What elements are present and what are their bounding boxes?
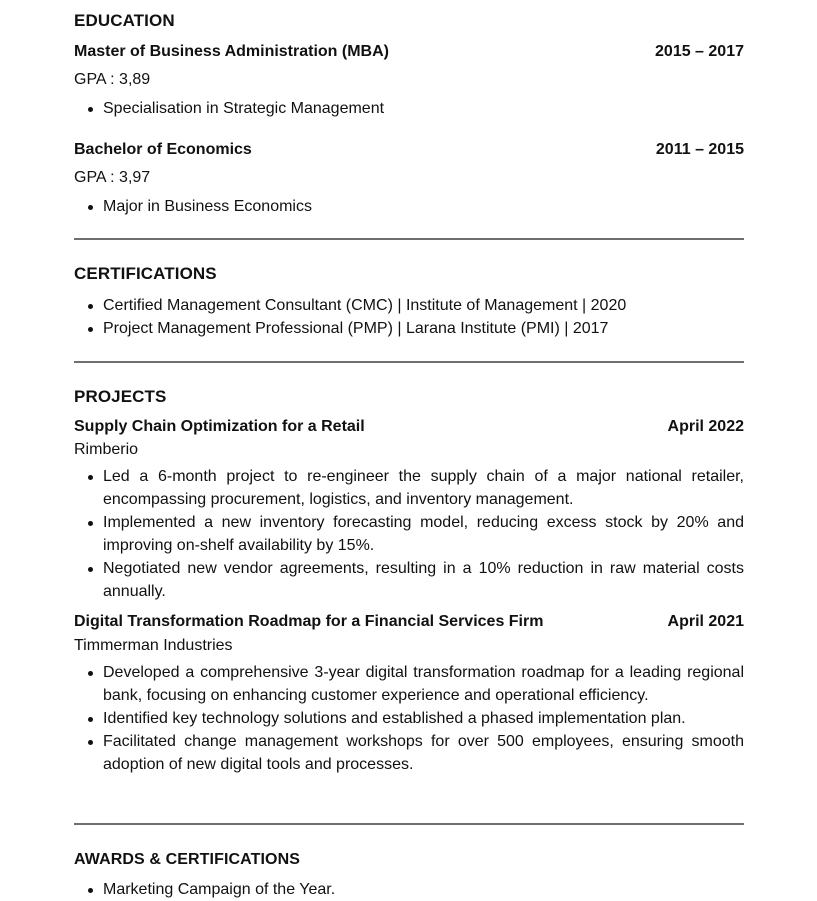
projects-heading: PROJECTS [74, 387, 167, 406]
list-item: Developed a comprehensive 3-year digital transformation roadmap for a leading regional bank, focusing on enhancing customer experience and operational efficiency. [74, 661, 744, 707]
list-item: Certified Management Consultant (CMC) | Institute of Management | 2020 [74, 294, 744, 317]
section-divider [74, 361, 744, 363]
project-date: April 2022 [667, 418, 744, 435]
list-item: Project Management Professional (PMP) | Larana Institute (PMI) | 2017 [74, 317, 744, 340]
project-title: Digital Transformation Roadmap for a Financial Services Firm [74, 613, 544, 630]
project-header [74, 416, 744, 438]
list-item: Facilitated change management workshops for over 500 employees, ensuring smooth adoption of new digital tools and processes. [74, 730, 744, 776]
list-item: Major in Business Economics [74, 195, 744, 218]
project-entry [74, 611, 744, 776]
certifications-heading: CERTIFICATIONS [74, 264, 217, 283]
project-bullets [74, 661, 744, 776]
awards-heading: AWARDS & CERTIFICATIONS [74, 851, 301, 868]
education-bullets [74, 195, 744, 218]
project-client: Timmerman Industries [74, 637, 233, 654]
project-title: Supply Chain Optimization for a Retail [74, 418, 365, 435]
list-item: Negotiated new vendor agreements, resulting in a 10% reduction in raw material costs annually. [74, 557, 744, 603]
list-item: Identified key technology solutions and established a phased implementation plan. [74, 707, 744, 730]
awards-list [74, 878, 744, 901]
degree-dates: 2011 – 2015 [655, 141, 744, 158]
project-bullets [74, 465, 744, 603]
list-item: Led a 6-month project to re-engineer the supply chain of a major national retailer, encompassing procurement, logistics, and inventory management. [74, 465, 744, 511]
degree-dates: 2015 – 2017 [655, 43, 744, 60]
education-section [74, 10, 744, 218]
list-item: Marketing Campaign of the Year. [74, 878, 744, 901]
section-divider [74, 238, 744, 240]
certifications-list [74, 294, 744, 340]
gpa-text: GPA : 3,89 [74, 71, 151, 88]
degree-title: Master of Business Administration (MBA) [74, 43, 389, 60]
project-entry [74, 416, 744, 603]
education-bullets [74, 97, 744, 120]
degree-title: Bachelor of Economics [74, 141, 252, 158]
education-entry-header [74, 41, 744, 63]
education-entry [74, 41, 744, 120]
awards-section [74, 849, 744, 901]
education-heading: EDUCATION [74, 11, 175, 30]
gpa-text: GPA : 3,97 [74, 169, 151, 186]
section-divider [74, 823, 744, 825]
list-item: Implemented a new inventory forecasting model, reducing excess stock by 20% and improving on-shelf availability by 15%. [74, 511, 744, 557]
project-date: April 2021 [667, 613, 744, 630]
project-client: Rimberio [74, 441, 139, 458]
education-entry-header [74, 139, 744, 161]
project-header [74, 611, 744, 633]
certifications-section [74, 263, 744, 340]
education-entry [74, 139, 744, 218]
list-item: Specialisation in Strategic Management [74, 97, 744, 120]
projects-section [74, 386, 744, 776]
